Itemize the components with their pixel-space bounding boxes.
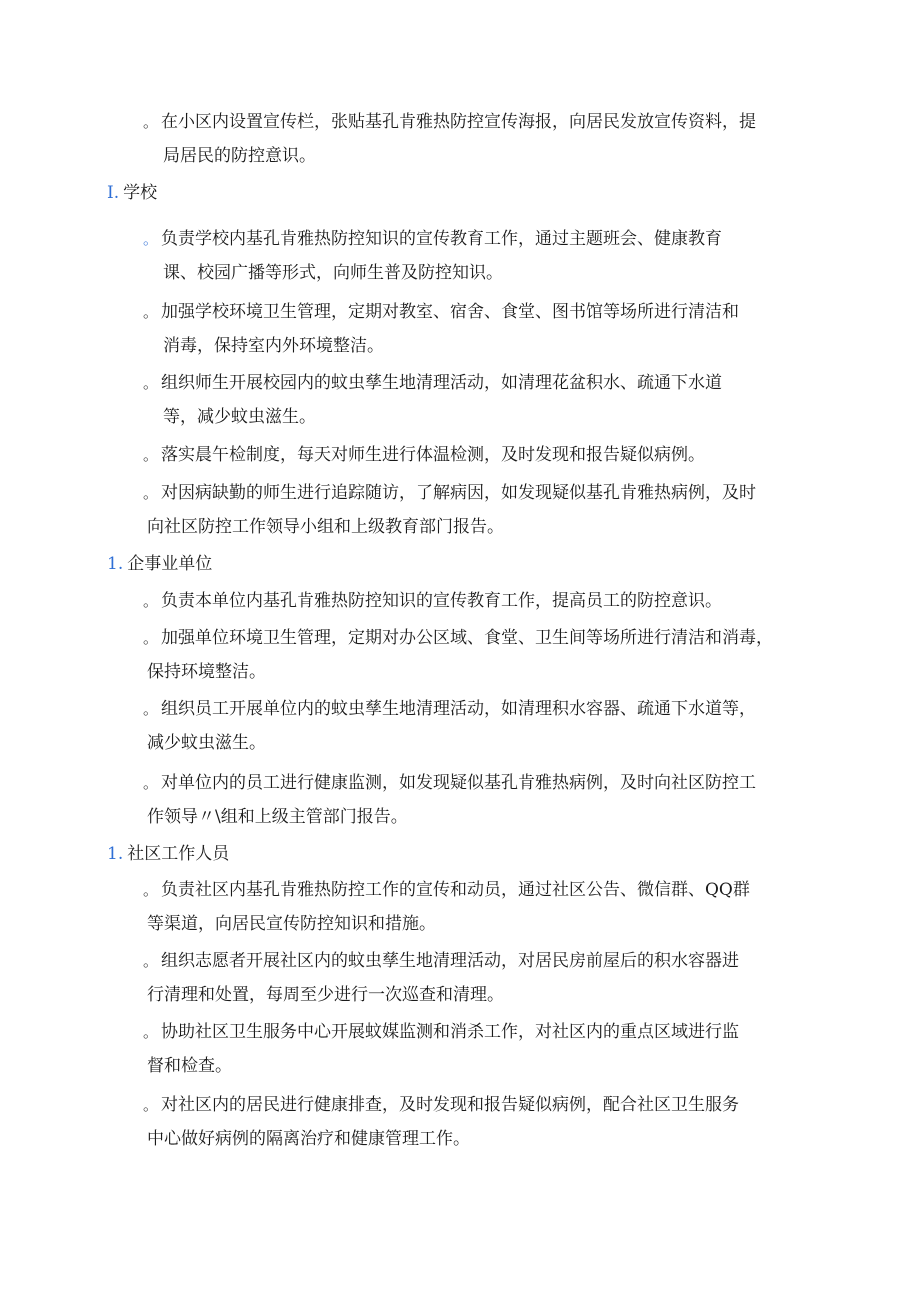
bullet: 。 (143, 113, 159, 131)
bullet: 。 (143, 374, 159, 392)
list-item-text: 加强学校环境卫生管理，定期对教室、宿舍、食堂、图书馆等场所进行清洁和 (161, 302, 739, 322)
list-item-text: 负责学校内基孔肯雅热防控知识的宣传教育工作，通过主题班会、健康教育 (161, 229, 722, 249)
list-item (143, 944, 739, 1012)
list-item-continuation: 作领导〃\组和上级主管部门报告。 (147, 807, 408, 827)
list-item-text: 在小区内设置宣传栏，张贴基孔肯雅热防控宣传海报，向居民发放宣传资料，提 (161, 112, 756, 132)
bullet: 。 (143, 303, 159, 321)
bullet: 。 (143, 774, 159, 792)
section-heading-enterprise (107, 547, 212, 581)
list-item-continuation: 行清理和处置，每周至少进行一次巡查和清理。 (147, 985, 504, 1005)
bullet: 。 (143, 592, 159, 610)
section-title: 社区工作人员 (127, 844, 230, 864)
list-item-continuation: 消毒，保持室内外环境整洁。 (163, 336, 384, 356)
list-item (143, 766, 756, 834)
list-item-text: 对因病缺勤的师生进行追踪随访，了解病因，如发现疑似基孔肯雅热病例，及时 (161, 483, 756, 503)
list-item (143, 476, 756, 544)
list-item-text: 加强单位环境卫生管理，定期对办公区域、食堂、卫生间等场所进行清洁和消毒， (161, 628, 773, 648)
bullet: 。 (143, 700, 159, 718)
list-item-continuation: 中心做好病例的隔离治疗和健康管理工作。 (147, 1129, 470, 1149)
list-item-text: 组织师生开展校园内的蚊虫孳生地清理活动，如清理花盆积水、疏通下水道 (161, 373, 722, 393)
bullet: 。 (143, 230, 159, 248)
bullet: 。 (143, 1096, 159, 1114)
list-item-continuation: 等渠道，向居民宣传防控知识和措施。 (147, 914, 436, 934)
list-item-text: 组织志愿者开展社区内的蚊虫孳生地清理活动，对居民房前屋后的积水容器进 (161, 951, 739, 971)
section-number: 1. (107, 844, 124, 864)
list-item-text: 负责社区内基孔肯雅热防控工作的宣传和动员，通过社区公告、微信群、QQ群 (161, 880, 750, 900)
bullet: 。 (143, 881, 159, 899)
list-item-continuation: 课、校园广播等形式，向师生普及防控知识。 (163, 263, 503, 283)
list-item-continuation: 保持环境整洁。 (147, 662, 266, 682)
list-item (143, 222, 722, 290)
bullet: 。 (143, 629, 159, 647)
section-title: 企事业单位 (127, 554, 213, 574)
list-item-text: 负责本单位内基孔肯雅热防控知识的宣传教育工作，提高员工的防控意识。 (161, 591, 722, 611)
list-item (143, 621, 773, 689)
list-item (143, 1015, 739, 1083)
section-title: 学校 (123, 183, 158, 203)
list-item-text: 组织员工开展单位内的蚊虫孳生地清理活动，如清理积水容器、疏通下水道等， (161, 699, 756, 719)
list-item (143, 1088, 739, 1156)
list-item-continuation: 局居民的防控意识。 (163, 146, 316, 166)
list-item-text: 落实晨午检制度，每天对师生进行体温检测，及时发现和报告疑似病例。 (161, 445, 705, 465)
list-item-text: 对单位内的员工进行健康监测，如发现疑似基孔肯雅热病例，及时向社区防控工 (161, 773, 756, 793)
bullet: 。 (143, 446, 159, 464)
section-heading-school (107, 176, 157, 210)
section-number: I. (107, 183, 120, 203)
list-item-continuation: 减少蚊虫滋生。 (147, 733, 266, 753)
list-item-continuation: 等，减少蚊虫滋生。 (163, 407, 316, 427)
list-item-continuation: 督和检查。 (147, 1056, 232, 1076)
list-item (143, 584, 722, 618)
bullet: 。 (143, 952, 159, 970)
list-item-continuation: 向社区防控工作领导小组和上级教育部门报告。 (147, 517, 504, 537)
list-item (143, 366, 722, 434)
bullet: 。 (143, 1023, 159, 1041)
list-item (143, 105, 756, 173)
list-item (143, 692, 756, 760)
list-item (143, 873, 750, 941)
list-item (143, 438, 705, 472)
list-item (143, 295, 739, 363)
list-item-text: 对社区内的居民进行健康排查，及时发现和报告疑似病例，配合社区卫生服务 (161, 1095, 739, 1115)
section-number: 1. (107, 554, 124, 574)
section-heading-community-staff (107, 837, 229, 871)
bullet: 。 (143, 484, 159, 502)
list-item-text: 协助社区卫生服务中心开展蚊媒监测和消杀工作，对社区内的重点区域进行监 (161, 1022, 739, 1042)
